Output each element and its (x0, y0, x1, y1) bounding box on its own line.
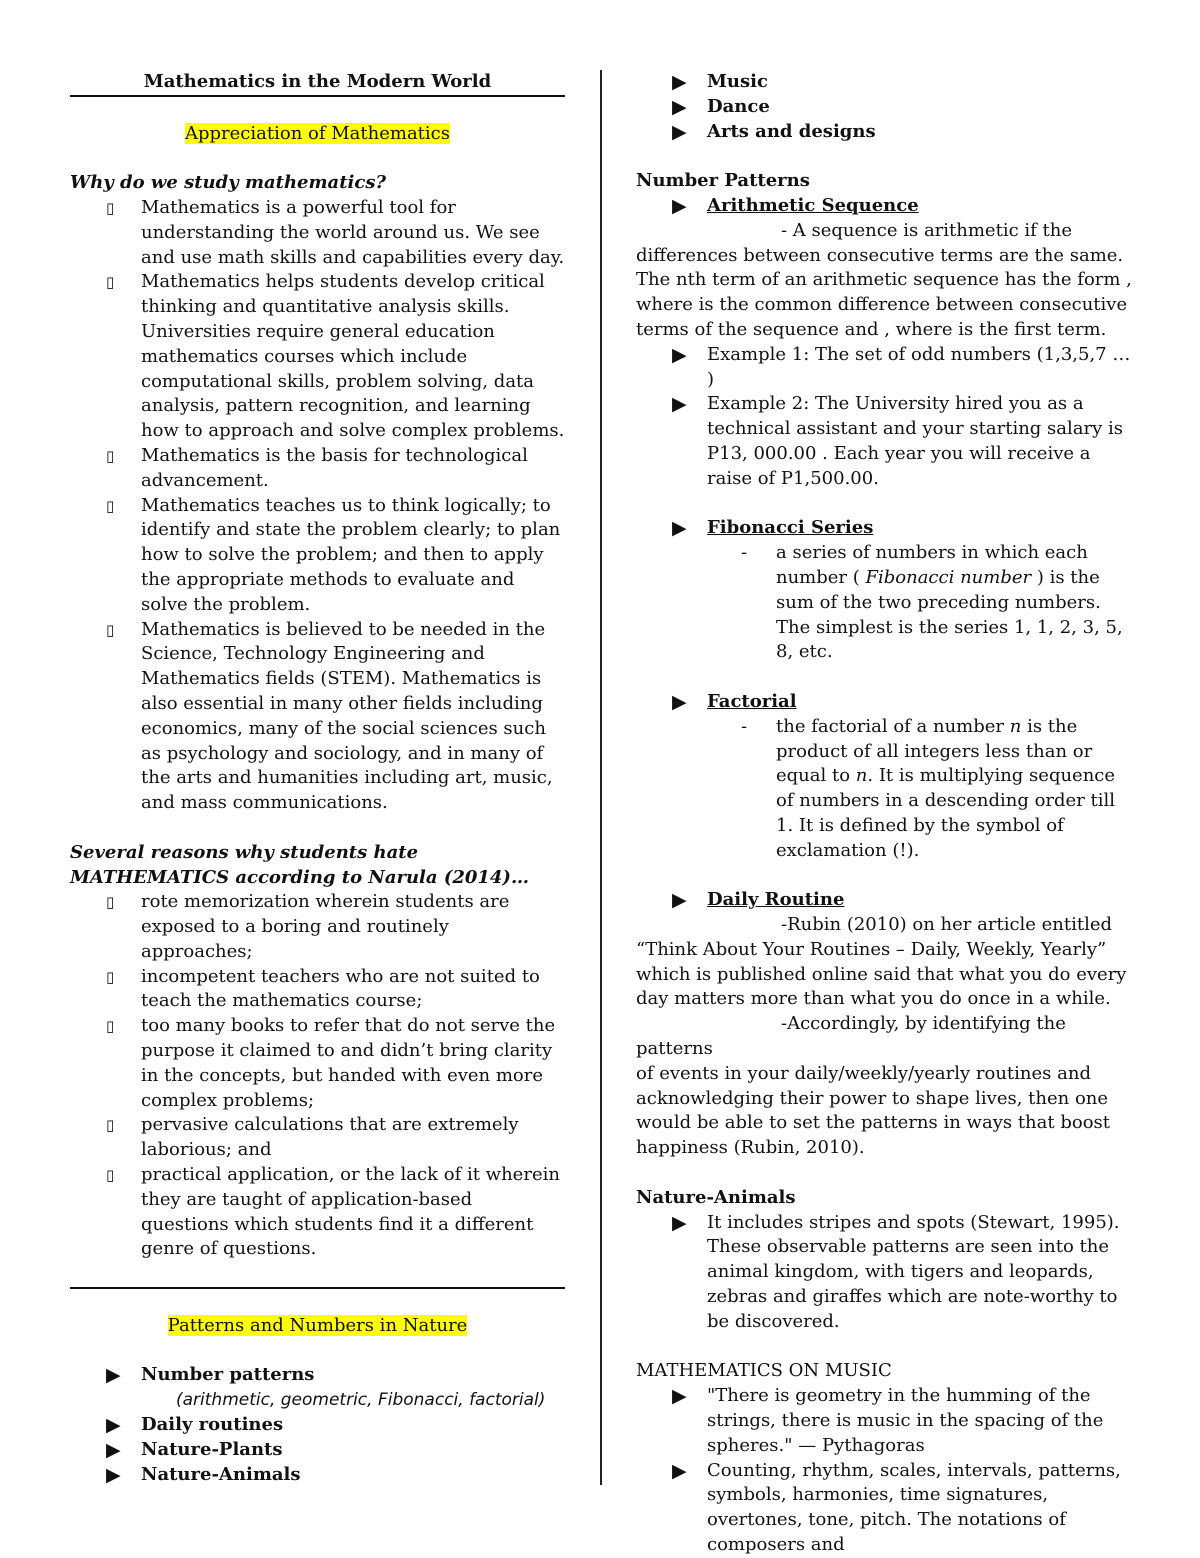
square-bullet-icon: ▯ (106, 496, 115, 515)
arrow-bullet-icon: ▶ (672, 517, 687, 540)
list-item: ▯ Mathematics teaches us to think logically; to identify and state the problem clearly; to plan how to solve the problem; and then to apply the appropriate methods to evaluate and solve the problem. (106, 494, 561, 615)
column-divider (600, 70, 602, 1485)
square-bullet-icon: ▯ (106, 273, 115, 292)
hate-list (70, 890, 565, 1262)
dash-bullet-icon: - (741, 542, 748, 564)
list-item: ▶ Dance (672, 95, 770, 118)
hate-heading: Several reasons why students hate MATHEMATICS according to Narula (2014)… (70, 841, 529, 888)
arrow-bullet-icon: ▶ (106, 1463, 121, 1486)
list-item: ▶ Example 2: The University hired you as a technical assistant and your starting salary is P13, 000.00 . Each year you will receive a raise of P1,500.00. (672, 393, 1123, 489)
topics-list (70, 1363, 565, 1487)
arrow-bullet-icon: ▶ (672, 120, 687, 143)
fact-heading-list (636, 690, 1136, 715)
list-item: ▯ Mathematics is the basis for technological advancement. (106, 444, 528, 491)
list-item: ▯ Mathematics helps students develop critical thinking and quantitative analysis skills. Universities require general education mathematics courses which include computational skills, problem solving, data analysis, pattern recognition, and learning how to approach and solve complex problems. (106, 271, 565, 442)
list-item: ▯ incompetent teachers who are not suited to teach the mathematics course; (106, 965, 540, 1012)
list-item (636, 194, 1136, 219)
arrow-bullet-icon: ▶ (672, 1459, 687, 1482)
square-bullet-icon: ▯ (106, 198, 115, 217)
arts-list (636, 70, 1136, 144)
list-item: ▶ It includes stripes and spots (Stewart, 1995). These observable patterns are seen into the animal kingdom, with tigers and leopards, zebras and giraffes which are note-worthy to be discovered. (672, 1211, 1120, 1332)
fib-list (636, 541, 1136, 665)
section-heading-patterns: Patterns and Numbers in Nature (167, 1314, 468, 1336)
list-item: ▯ too many books to refer that do not serve the purpose it claimed to and didn’t bring clarity in the concepts, but handed with even more complex problems; (106, 1015, 556, 1111)
why-heading: Why do we study mathematics? (70, 172, 387, 194)
arrow-bullet-icon: ▶ (672, 393, 687, 416)
list-item: ▶ Number patterns (arithmetic, geometric, Fibonacci, factorial) (106, 1364, 546, 1411)
list-item: - a series of numbers in which each number ( Fibonacci number ) is the sum of the two preceding numbers. The simplest is the series 1, 1, 2, 3, 5, 8, etc. (741, 542, 1123, 663)
square-bullet-icon: ▯ (106, 893, 115, 912)
arrow-bullet-icon: ▶ (672, 71, 687, 93)
list-item: ▶ Nature-Animals (106, 1463, 301, 1486)
square-bullet-icon: ▯ (106, 967, 115, 986)
square-bullet-icon: ▯ (106, 1017, 115, 1036)
square-bullet-icon: ▯ (106, 1166, 115, 1185)
arith-examples (636, 343, 1136, 492)
fact-heading: Factorial (707, 690, 797, 712)
arrow-bullet-icon: ▶ (672, 1385, 687, 1408)
arrow-bullet-icon: ▶ (106, 1438, 121, 1461)
daily-paragraph-2: -Accordingly, by identifying the patterns of events in your daily/weekly/yearly routines and acknowledging their power to shape lives, then one would be able to set the patterns in ways that boost happiness (Rubin, 2010). (636, 1013, 1111, 1159)
daily-paragraph-1: -Rubin (2010) on her article entitled “Think About Your Routines – Daily, Weekly, Yearly” which is published online said that what you do every day matters more than what you do once in a while. (636, 914, 1127, 1010)
fib-heading-list (636, 516, 1136, 541)
square-bullet-icon: ▯ (106, 446, 115, 465)
list-item: - the factorial of a number n is the product of all integers less than or equal to n. It is multiplying sequence of numbers in a descending order till 1. It is defined by the symbol of exclamation (!). (741, 715, 1116, 861)
list-item: ▶ Counting, rhythm, scales, intervals, patterns, symbols, harmonies, time signatures, overtones, tone, pitch. The notations of composers and (672, 1459, 1121, 1556)
list-item: ▯ rote memorization wherein students are exposed to a boring and routinely approaches; (106, 891, 510, 962)
list-item: ▶ Example 1: The set of odd numbers (1,3,5,7 … ) (672, 343, 1131, 390)
list-item: ▶ Daily routines (106, 1414, 284, 1437)
square-bullet-icon: ▯ (106, 1116, 115, 1135)
arrow-bullet-icon: ▶ (672, 343, 687, 366)
animals-heading: Nature-Animals (636, 1186, 796, 1208)
list-item: ▯ practical application, or the lack of it wherein they are taught of application-based questions which students find it a different genre of questions. (106, 1164, 560, 1260)
list-item (636, 888, 1136, 913)
right-column (636, 70, 1136, 1558)
section-heading-appreciation: Appreciation of Mathematics (185, 122, 450, 144)
arrow-bullet-icon: ▶ (106, 1364, 121, 1387)
list-item: ▯ Mathematics is a powerful tool for understanding the world around us. We see and use math skills and capabilities every day. (106, 196, 565, 268)
list-item: ▯ Mathematics is believed to be needed in the Science, Technology Engineering and Mathematics fields (STEM). Mathematics is also essential in many other fields including economics, many of the social sciences such as psychology and sociology, and in many of the arts and humanities including art, music, and mass communications. (106, 618, 553, 814)
document-title: Mathematics in the Modern World (143, 71, 492, 92)
music-list (636, 1384, 1136, 1558)
square-bullet-icon: ▯ (106, 620, 115, 639)
list-item: ▶ Nature-Plants (106, 1438, 283, 1461)
arith-heading: Arithmetic Sequence (707, 194, 919, 216)
dash-bullet-icon: - (741, 715, 748, 737)
fact-list (636, 715, 1136, 864)
list-item: ▶ Music (672, 71, 768, 93)
left-column (70, 70, 565, 1487)
arrow-bullet-icon: ▶ (672, 690, 687, 713)
number-patterns-heading: Number Patterns (636, 170, 810, 192)
daily-heading-list (636, 888, 1136, 913)
arrow-bullet-icon: ▶ (672, 194, 687, 217)
daily-heading: Daily Routine (707, 889, 845, 911)
why-list (70, 196, 565, 816)
animals-list (636, 1211, 1136, 1335)
music-heading: MATHEMATICS ON MUSIC (636, 1360, 892, 1382)
arith-paragraph: - A sequence is arithmetic if the differences between consecutive terms are the same. The nth term of an arithmetic sequence has the form , where is the common difference between consecutive terms of the sequence and , where is the first term. (636, 219, 1132, 340)
arrow-bullet-icon: ▶ (672, 889, 687, 912)
list-item: ▶ "There is geometry in the humming of the strings, there is music in the spacing of the spheres." — Pythagoras (672, 1385, 1104, 1456)
list-item (636, 690, 1136, 715)
arith-heading-list (636, 194, 1136, 219)
list-item: ▯ pervasive calculations that are extremely laborious; and (106, 1114, 519, 1161)
number-patterns-sub: (arithmetic, geometric, Fibonacci, factorial) (176, 1390, 546, 1411)
arrow-bullet-icon: ▶ (106, 1414, 121, 1437)
fib-heading: Fibonacci Series (707, 517, 874, 539)
list-item (636, 516, 1136, 541)
arrow-bullet-icon: ▶ (672, 95, 687, 118)
arrow-bullet-icon: ▶ (672, 1211, 687, 1234)
list-item: ▶ Arts and designs (672, 120, 876, 143)
